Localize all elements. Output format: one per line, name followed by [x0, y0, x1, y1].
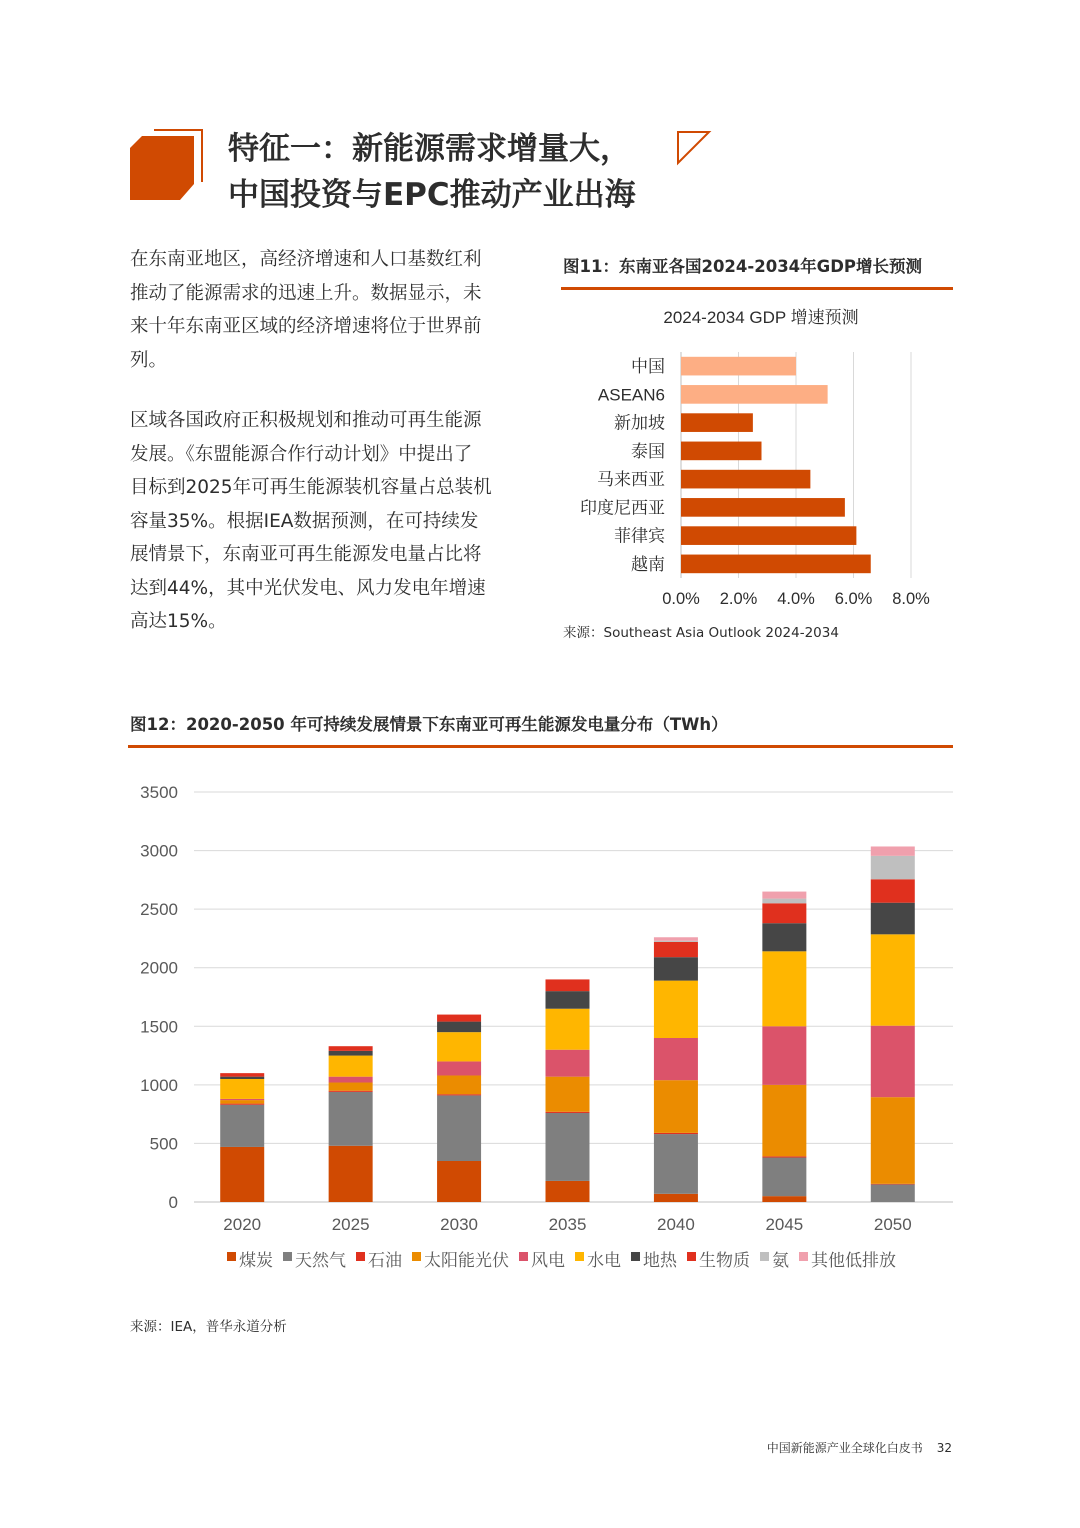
legend-entry: 氨 — [772, 1251, 789, 1270]
bar-segment — [762, 951, 806, 1026]
bar-segment — [437, 1095, 481, 1161]
bar-segment — [220, 1105, 264, 1147]
legend-swatch — [356, 1252, 365, 1261]
category-label: ASEAN6 — [597, 385, 665, 405]
x-tick-label: 2050 — [873, 1215, 912, 1234]
bar-segment — [871, 846, 915, 855]
bar-segment — [329, 1056, 373, 1077]
bar-segment — [871, 879, 915, 902]
bar-segment — [220, 1104, 264, 1105]
figure11-label: 图11：东南亚各国2024-2034年GDP增长预测 — [563, 257, 922, 276]
bar-segment — [871, 1097, 915, 1184]
body-line: 高达15%。 — [130, 611, 227, 632]
bar — [681, 555, 871, 574]
bar-segment — [329, 1091, 373, 1092]
footer — [767, 1439, 952, 1456]
bar-segment — [329, 1046, 373, 1051]
category-label: 中国 — [631, 357, 665, 377]
bar-segment — [871, 934, 915, 1025]
x-tick-label: 2030 — [440, 1215, 478, 1234]
bar-segment — [220, 1073, 264, 1077]
legend-swatch — [412, 1252, 421, 1261]
bar-segment — [654, 941, 698, 942]
category-label: 印度尼西亚 — [580, 498, 665, 518]
bar-segment — [220, 1147, 264, 1202]
category-label: 新加坡 — [614, 413, 665, 433]
bar-segment — [546, 1181, 590, 1202]
x-tick-label: 8.0% — [892, 590, 930, 608]
x-tick-label: 2040 — [657, 1215, 695, 1234]
x-tick-label: 2025 — [331, 1215, 370, 1234]
legend-swatch — [631, 1252, 640, 1261]
bar-segment — [654, 942, 698, 957]
y-tick-label: 3000 — [140, 841, 178, 861]
y-tick-label: 3500 — [140, 783, 178, 802]
x-tick-label: 2020 — [223, 1215, 262, 1234]
bar-segment — [546, 991, 590, 1009]
bar-segment — [654, 1133, 698, 1134]
bar-segment — [329, 1146, 373, 1202]
bar-segment — [762, 1156, 806, 1157]
bar-segment — [762, 1085, 806, 1156]
x-tick-label: 2.0% — [719, 590, 758, 608]
legend-swatch — [519, 1252, 528, 1261]
bar-segment — [220, 1100, 264, 1104]
x-tick-label: 4.0% — [777, 590, 815, 608]
corner-triangle-icon — [676, 130, 712, 166]
bar-segment — [329, 1083, 373, 1091]
bar-segment — [546, 1077, 590, 1112]
body-line: 在东南亚地区，高经济增速和人口基数红利 — [130, 249, 482, 270]
page-number: 32 — [936, 1441, 952, 1455]
category-label: 马来西亚 — [597, 470, 665, 490]
y-tick-label: 2500 — [140, 900, 178, 920]
bar-segment — [762, 903, 806, 923]
body-line: 展情景下，东南亚可再生能源发电量占比将 — [130, 544, 482, 565]
y-tick-label: 1000 — [140, 1075, 178, 1095]
bar-segment — [329, 1077, 373, 1083]
legend-swatch — [799, 1252, 808, 1261]
bar-segment — [220, 1099, 264, 1100]
page-title-line1: 特征一：新能源需求增量大， — [228, 131, 631, 167]
bar-segment — [654, 1194, 698, 1202]
bar-segment — [654, 937, 698, 941]
bar-segment — [437, 1032, 481, 1061]
legend-swatch — [283, 1252, 292, 1261]
chart-title: 2024-2034 GDP 增速预测 — [663, 308, 859, 327]
bar-segment — [871, 1184, 915, 1185]
x-tick-label: 0.0% — [662, 590, 700, 608]
bar-segment — [654, 1080, 698, 1133]
bar-segment — [654, 1134, 698, 1194]
body-line: 达到44%，其中光伏发电、风力发电年增速 — [130, 577, 486, 599]
bar-segment — [871, 1184, 915, 1202]
y-tick-label: 1500 — [140, 1017, 178, 1037]
bar-segment — [437, 1161, 481, 1202]
bar — [681, 470, 810, 489]
category-label: 越南 — [631, 554, 665, 574]
bar-segment — [546, 979, 590, 991]
body-line: 列。 — [130, 349, 168, 371]
bar-segment — [871, 903, 915, 935]
bar-segment — [437, 1022, 481, 1033]
bar-segment — [762, 1196, 806, 1202]
bar — [681, 357, 796, 376]
section-marker — [128, 128, 208, 208]
legend-swatch — [227, 1252, 236, 1261]
renewable-generation-chart — [128, 760, 953, 1290]
y-tick-label: 0 — [168, 1193, 178, 1212]
bar-segment — [654, 957, 698, 980]
bar-segment — [437, 1061, 481, 1075]
bar-segment — [437, 1075, 481, 1094]
bar-segment — [762, 923, 806, 951]
legend-entry: 风电 — [531, 1251, 565, 1270]
body-line: 容量35%。根据IEA数据预测，在可持续发 — [130, 510, 479, 532]
figure12-rule — [128, 745, 953, 748]
legend-swatch — [687, 1252, 696, 1261]
bar-segment — [220, 1077, 264, 1079]
bar — [681, 526, 856, 545]
body-line: 发展。《东盟能源合作行动计划》中提出了 — [130, 443, 473, 465]
legend-entry: 石油 — [368, 1251, 402, 1270]
bar-segment — [329, 1092, 373, 1146]
bar-segment — [437, 1094, 481, 1095]
bar-segment — [654, 981, 698, 1038]
x-tick-label: 6.0% — [834, 590, 873, 608]
bar — [681, 385, 828, 404]
legend-entry: 太阳能光伏 — [424, 1251, 509, 1270]
bar-segment — [329, 1051, 373, 1056]
body-paragraph-1 — [130, 243, 482, 377]
legend-entry: 生物质 — [699, 1251, 750, 1270]
legend-entry: 其他低排放 — [811, 1251, 896, 1270]
page-title-line2: 中国投资与EPC推动产业出海 — [228, 177, 636, 213]
category-label: 菲律宾 — [614, 526, 665, 546]
legend-swatch — [575, 1252, 584, 1261]
bar-segment — [546, 1050, 590, 1077]
body-line: 目标到2025年可再生能源装机容量占总装机 — [130, 477, 492, 498]
bar — [681, 498, 845, 517]
bar-segment — [762, 899, 806, 904]
bar — [681, 442, 762, 461]
bar-segment — [546, 1112, 590, 1113]
legend-swatch — [760, 1252, 769, 1261]
body-line: 来十年东南亚区域的经济增速将位于世界前 — [130, 316, 482, 337]
figure11-source: 来源：Southeast Asia Outlook 2024-2034 — [563, 625, 839, 641]
bar-segment — [546, 1113, 590, 1181]
bar-segment — [654, 1038, 698, 1080]
figure11-rule — [561, 287, 953, 290]
y-tick-label: 2000 — [140, 958, 178, 978]
figure12-source: 来源：IEA，普华永道分析 — [130, 1319, 287, 1335]
bar-segment — [437, 1015, 481, 1022]
legend-entry: 煤炭 — [239, 1251, 273, 1270]
bar-segment — [762, 1026, 806, 1085]
body-paragraph-2 — [130, 404, 492, 639]
legend-entry: 水电 — [587, 1251, 621, 1270]
bar-segment — [546, 1009, 590, 1050]
legend-entry: 地热 — [643, 1251, 677, 1270]
x-tick-label: 2045 — [765, 1215, 804, 1234]
y-tick-label: 500 — [149, 1134, 178, 1154]
x-tick-label: 2035 — [548, 1215, 587, 1234]
body-line: 推动了能源需求的迅速上升。数据显示，未 — [130, 282, 482, 304]
legend-entry: 天然气 — [295, 1251, 346, 1270]
bar-segment — [762, 1157, 806, 1196]
figure12-label: 图12：2020-2050 年可持续发展情景下东南亚可再生能源发电量分布（TWh） — [130, 715, 728, 734]
category-label: 泰国 — [631, 441, 665, 461]
bar-segment — [220, 1079, 264, 1099]
gdp-growth-chart — [561, 292, 953, 616]
footer-text: 中国新能源产业全球化白皮书 — [766, 1441, 923, 1455]
body-line: 区域各国政府正积极规划和推动可再生能源 — [130, 410, 482, 431]
bar-segment — [871, 856, 915, 879]
bar-segment — [762, 892, 806, 899]
bar-segment — [871, 1026, 915, 1097]
bar — [681, 413, 753, 432]
